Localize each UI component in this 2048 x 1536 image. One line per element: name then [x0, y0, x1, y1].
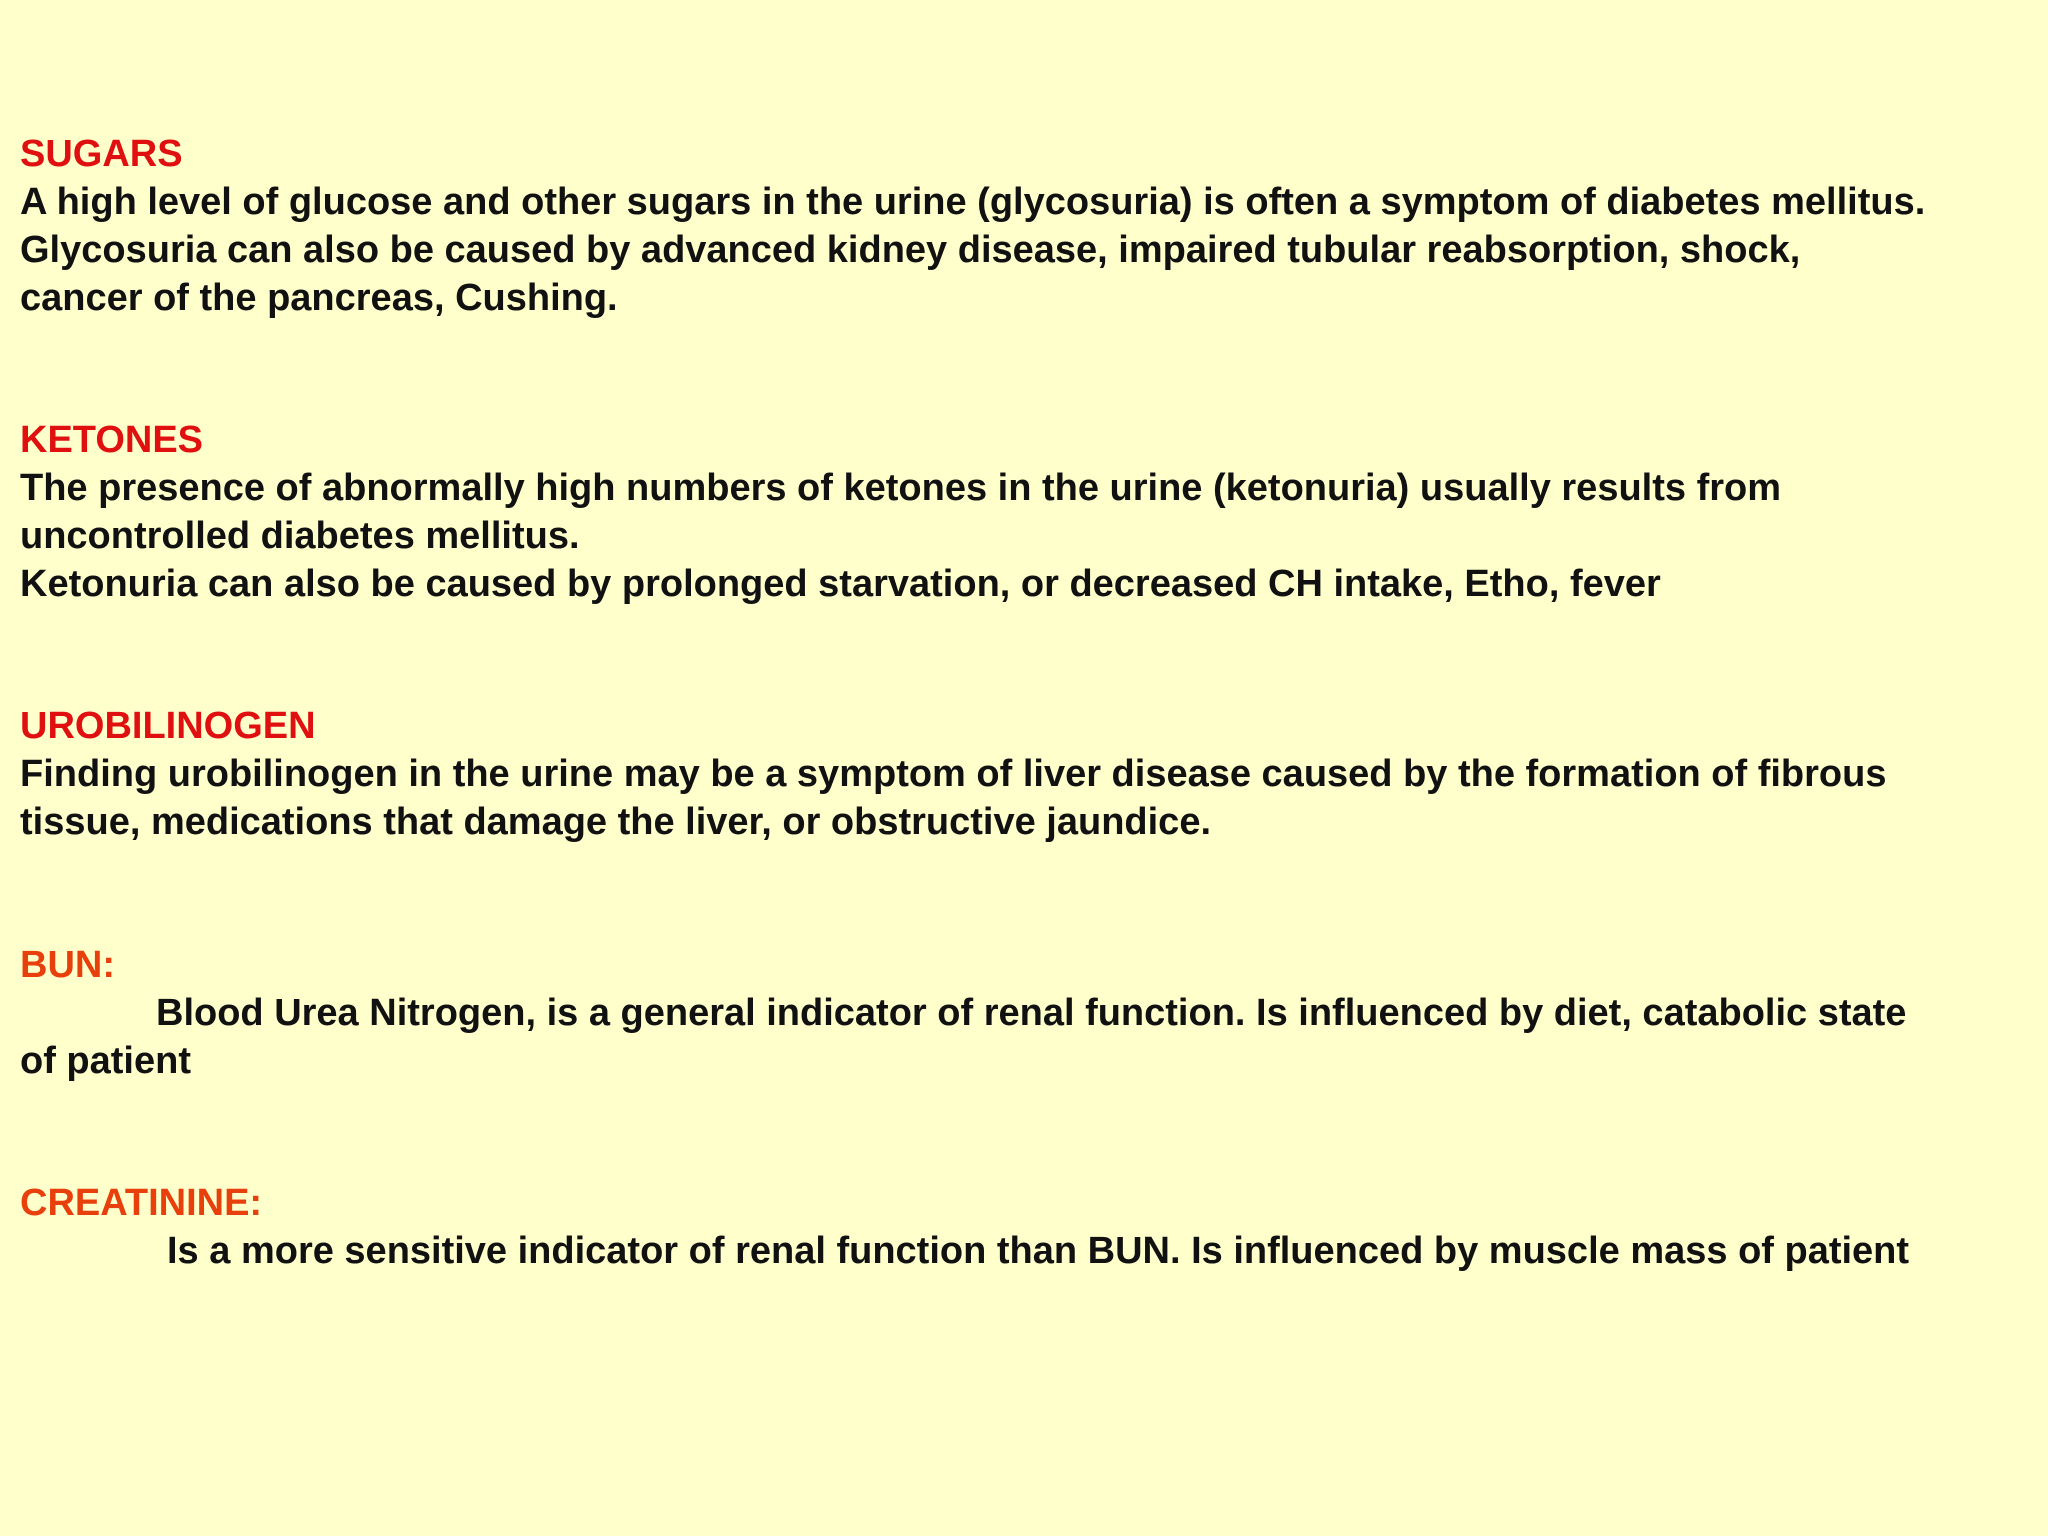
urobilinogen-line-2: tissue, medications that damage the liver, or obstructive jaundice.: [20, 801, 1212, 843]
section-bun: [20, 941, 2030, 1085]
heading-bun: BUN:: [20, 944, 115, 986]
ketones-line-3: Ketonuria can also be caused by prolonged starvation, or decreased CH intake, Etho, fever: [20, 563, 1661, 605]
urobilinogen-line-1: Finding urobilinogen in the urine may be a symptom of liver disease caused by the formation of fibrous: [20, 753, 1887, 795]
ketones-line-1: The presence of abnormally high numbers of ketones in the urine (ketonuria) usually results from: [20, 467, 1782, 509]
ketones-line-2: uncontrolled diabetes mellitus.: [20, 515, 580, 557]
section-creatinine: [20, 1179, 2030, 1275]
heading-creatinine: CREATININE:: [20, 1182, 263, 1224]
bun-line-2: of patient: [20, 1040, 191, 1082]
sugars-line-1: A high level of glucose and other sugars in the urine (glycosuria) is often a symptom of diabetes mellitus.: [20, 181, 1926, 223]
section-sugars: [20, 130, 2030, 322]
sugars-line-3: cancer of the pancreas, Cushing.: [20, 277, 618, 319]
section-ketones: [20, 416, 2030, 608]
heading-ketones: KETONES: [20, 419, 204, 461]
heading-urobilinogen: UROBILINOGEN: [20, 705, 316, 747]
bun-line-1: Blood Urea Nitrogen, is a general indicator of renal function. Is influenced by diet, catabolic state: [156, 992, 1907, 1034]
section-urobilinogen: [20, 702, 2030, 846]
creatinine-line-1: Is a more sensitive indicator of renal function than BUN. Is influenced by muscle mass of patient: [167, 1230, 1910, 1272]
sugars-line-2: Glycosuria can also be caused by advanced kidney disease, impaired tubular reabsorption, shock,: [20, 229, 1801, 271]
heading-sugars: SUGARS: [20, 133, 183, 175]
